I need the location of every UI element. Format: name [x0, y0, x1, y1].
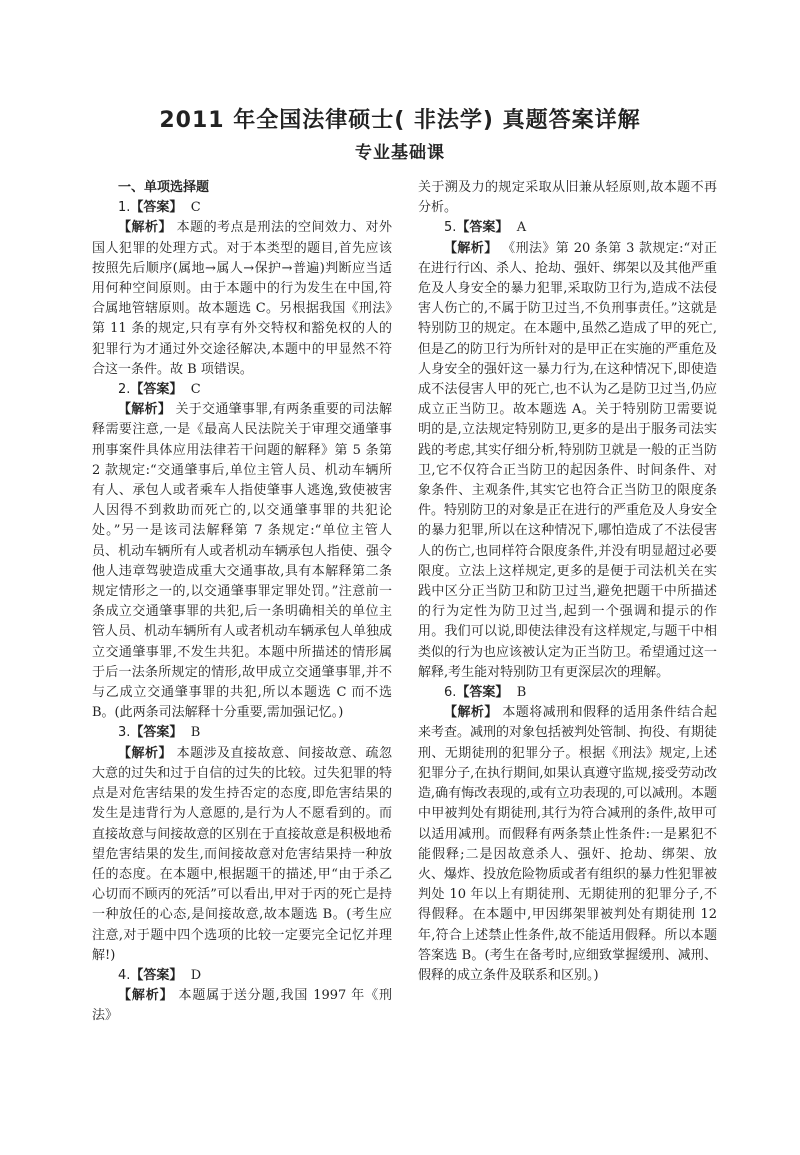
answer-tag: 【答案】: [456, 220, 509, 236]
answer-tag: 【答案】: [130, 725, 183, 741]
analysis-text: 本题涉及直接故意、间接故意、疏忽大意的过失和过于自信的过失的比较。过失犯罪的特点是对危害结果的发生持否定的态度,即危害结果的发生是违背行为人意愿的,是行为人不愿看到的。而直接故意与间接故意的区别在于直接故意是积极地希望危害结果的发生,而间接故意对危害结果持一种放任的态度。在本题中,根据题干的描述,甲“由于杀乙心切而不顾丙的死活”可以看出,甲对于丙的死亡是持一种放任的心态,是间接故意,故本题选 B。(考生应注意,对于题中四个选项的比较一定要完全记忆并理解!): [92, 745, 392, 963]
analysis-text: 《刑法》第 20 条第 3 款规定:“对正在进行行凶、杀人、抢劫、强奸、绑架以及其他严重危及人身安全的暴力犯罪,采取防卫行为,造成不法侵害人伤亡的,不属于防卫过当,不负刑事责任。”这就是特别防卫的规定。在本题中,虽然乙造成了甲的死亡,但是乙的防卫行为所针对的是甲正在实施的严重危及人身安全的强奸这一暴力行为,在这种情况下,即使造成不法侵害人甲的死亡,也不认为乙是防卫过当,仍应成立正当防卫。故本题选 A。关于特别防卫需要说明的是,立法规定特别防卫,更多的是出于服务司法实践的考虑,其实仔细分析,特别防卫就是一般的正当防卫,它不仅符合正当防卫的起因条件、时间条件、对象条件、主观条件,其实它也符合正当防卫的限度条件。特别防卫的对象是正在进行的严重危及人身安全的暴力犯罪,所以在这种情况下,哪怕造成了不法侵害人的伤亡,也同样符合限度条件,并没有明显超过必要限度。立法上这样规定,更多的是便于司法机关在实践中区分正当防卫和防卫过当,避免把题干中所描述的行为定性为防卫过当,起到一个强调和提示的作用。我们可以说,即使法律没有这样规定,与题干中相类似的行为也应该被认定为正当防卫。希望通过这一解释,考生能对特别防卫有更深层次的理解。: [418, 240, 718, 680]
analysis-tag: 【解析】: [118, 988, 174, 1004]
answer-tag: 【答案】: [130, 382, 183, 398]
analysis-tag: 【解析】: [444, 240, 498, 256]
left-column: [92, 178, 392, 1027]
answer-line-2: [92, 380, 392, 400]
analysis-tag: 【解析】: [118, 402, 172, 418]
page-title: 2011 年全国法律硕士( 非法学) 真题答案详解: [159, 108, 641, 133]
answer-value: A: [516, 220, 527, 236]
answer-value: B: [190, 725, 201, 741]
analysis-text: 本题属于送分题,我国 1997 年《刑法》: [92, 988, 392, 1024]
analysis-text: 关于交通肇事罪,有两条重要的司法解释需要注意,一是《最高人民法院关于审理交通肇事刑事案件具体应用法律若干问题的解释》第 5 条第 2 款规定:“交通肇事后,单位主管人员、机动车辆所有人、承包人或者乘车人指使肇事人逃逸,致使被害人因得不到救助而死亡的,以交通肇事罪的共犯论处。”另一是该司法解释第 7 条规定:“单位主管人员、机动车辆所有人或者机动车辆承包人指使、强令他人违章驾驶造成重大交通事故,具有本解释第二条规定情形之一的,以交通肇事罪定罪处罚。”注意前一条成立交通肇事罪的共犯,后一条明确相关的单位主管人员、机动车辆所有人或者机动车辆承包人单独成立交通肇事罪,不发生共犯。本题中所描述的情形属于后一法条所规定的情形,故甲成立交通肇事罪,并不与乙成立交通肇事罪的共犯,所以本题选 C 而不选 B。(此两条司法解释十分重要,需加强记忆。): [92, 402, 392, 721]
question-number: 2.: [118, 382, 131, 398]
answer-tag: 【答案】: [130, 200, 183, 216]
answer-line-6: [418, 683, 717, 703]
answer-value: C: [190, 200, 201, 216]
section-heading: 一、单项选择题: [118, 180, 210, 195]
answer-line-4: [92, 966, 392, 986]
analysis-text: 本题将减刑和假释的适用条件结合起来考查。减刑的对象包括被判处管制、拘役、有期徒刑、无期徒刑的犯罪分子。根据《刑法》规定,上述犯罪分子,在执行期间,如果认真遵守监规,接受劳动改造,确有悔改表现的,或有立功表现的,可以减刑。本题中甲被判处有期徒刑,其行为符合减刑的条件,故甲可以适用减刑。而假释有两条禁止性条件:一是累犯不能假释;二是因故意杀人、强奸、抢劫、绑架、放火、爆炸、投放危险物质或者有组织的暴力性犯罪被判处 10 年以上有期徒刑、无期徒刑的犯罪分子,不得假释。在本题中,甲因绑架罪被判处有期徒刑 12 年,符合上述禁止性条件,故不能适用假释。所以本题答案选 B。(考生在备考时,应细致掌握缓刑、减刑、假释的成立条件及联系和区别。): [418, 705, 718, 983]
analysis-paragraph-6: [418, 703, 717, 986]
question-number: 3.: [118, 725, 131, 741]
answer-value: D: [190, 967, 202, 983]
question-number: 5.: [444, 220, 457, 236]
answer-line-5: [418, 218, 717, 238]
analysis-tag: 【解析】: [444, 705, 498, 721]
question-number: 6.: [444, 685, 457, 701]
page-subtitle: 专业基础课: [355, 143, 445, 163]
answer-value: B: [516, 685, 527, 701]
analysis-tag: 【解析】: [118, 745, 172, 761]
analysis-paragraph-2: [92, 400, 392, 723]
analysis-text: 本题的考点是刑法的空间效力、对外国人犯罪的处理方式。对于本类型的题目,首先应该按照先后顺序(属地→属人→保护→普遍)判断应当适用何种空间原则。由于本题中的行为发生在中国,符合属地管辖原则。故本题选 C。另根据我国《刑法》第 11 条的规定,只有享有外交特权和豁免权的人的犯罪行为才通过外交途径解决,本题中的甲显然不符合这一条件。故 B 项错误。: [92, 220, 392, 377]
analysis-paragraph-5: [418, 239, 717, 683]
analysis-paragraph-1: [92, 218, 392, 380]
continuation-paragraph: 关于溯及力的规定采取从旧兼从轻原则,故本题不再分析。: [418, 180, 717, 216]
right-column: [418, 178, 717, 986]
analysis-paragraph-4: [92, 986, 392, 1026]
answer-tag: 【答案】: [456, 685, 509, 701]
answer-line-3: [92, 723, 392, 743]
analysis-paragraph-3: [92, 744, 392, 966]
analysis-tag: 【解析】: [118, 220, 172, 236]
answer-tag: 【答案】: [130, 967, 183, 983]
question-number: 4.: [118, 967, 131, 983]
answer-line-1: [92, 198, 392, 218]
answer-value: C: [190, 382, 201, 398]
question-number: 1.: [118, 200, 131, 216]
